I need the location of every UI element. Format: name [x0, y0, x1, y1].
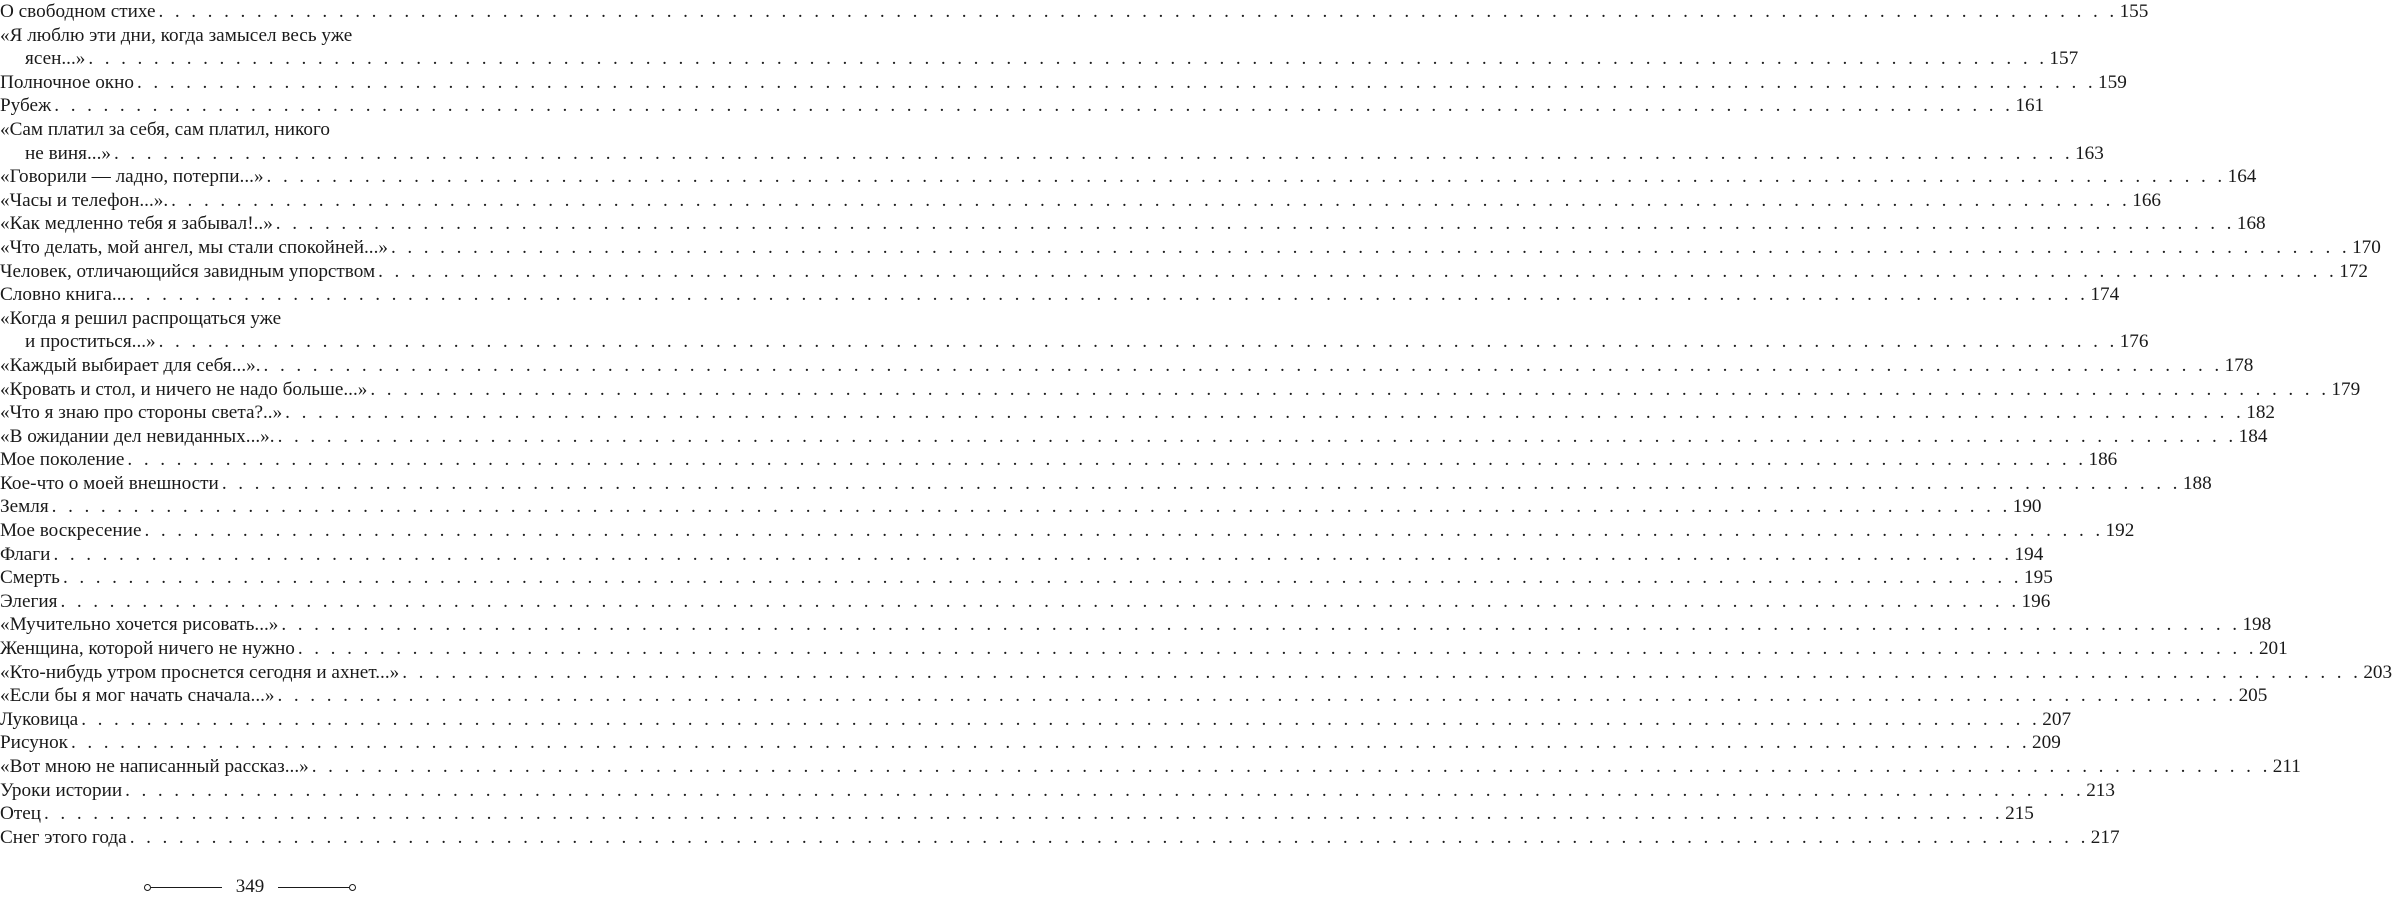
toc-entry-page: 184 — [2238, 425, 2268, 447]
toc-entry-title: Флаги — [0, 543, 53, 567]
toc-entry — [0, 661, 2392, 685]
toc-entry-title: Рисунок — [0, 731, 71, 755]
dot-leader: . . . . . . . . . . . . . . . . . . . . . . . . . . . . . . . . . . . . . . . . . . . . . . . . . . . . . . . . . . . . . . . . . . . . . . . . . . . . . . . . . . . . . . . . . . . . . . . . . . . . . . . . . . . . . . . . . . . . . . . . — [158, 331, 2118, 353]
toc-entry-title: «Каждый выбирает для себя...». — [0, 354, 264, 378]
dot-leader: . . . . . . . . . . . . . . . . . . . . . . . . . . . . . . . . . . . . . . . . . . . . . . . . . . . . . . . . . . . . . . . . . . . . . . . . . . . . . . . . . . . . . . . . . . . . . . . . . . . . . . . . . . . . . . . . . . . . . . . . — [53, 543, 2013, 565]
toc-entry — [0, 708, 2072, 732]
dot-leader: . . . . . . . . . . . . . . . . . . . . . . . . . . . . . . . . . . . . . . . . . . . . . . . . . . . . . . . . . . . . . . . . . . . . . . . . . . . . . . . . . . . . . . . . . . . . . . . . . . . . . . . . . . . . . . . . . . . . . . . . — [54, 95, 2014, 117]
dot-leader: . . . . . . . . . . . . . . . . . . . . . . . . . . . . . . . . . . . . . . . . . . . . . . . . . . . . . . . . . . . . . . . . . . . . . . . . . . . . . . . . . . . . . . . . . . . . . . . . . . . . . . . . . . . . . . . . . . . . . . . . — [378, 260, 2338, 282]
toc-entry-page: 213 — [2086, 779, 2115, 801]
dot-leader: . . . . . . . . . . . . . . . . . . . . . . . . . . . . . . . . . . . . . . . . . . . . . . . . . . . . . . . . . . . . . . . . . . . . . . . . . . . . . . . . . . . . . . . . . . . . . . . . . . . . . . . . . . . . . . . . . . . . . . . . — [277, 425, 2237, 447]
toc-entry-page: 168 — [2236, 213, 2266, 235]
toc-entry-page: 155 — [2119, 1, 2149, 22]
toc-entry-page: 215 — [2005, 803, 2034, 825]
toc-entry-title: Смерть — [0, 566, 63, 590]
toc-entry-title: «Кто-нибудь утром проснется сегодня и ахнет...» — [0, 661, 402, 685]
dot-leader: . . . . . . . . . . . . . . . . . . . . . . . . . . . . . . . . . . . . . . . . . . . . . . . . . . . . . . . . . . . . . . . . . . . . . . . . . . . . . . . . . . . . . . . . . . . . . . . . . . . . . . . . . . . . . . . . . . . . . . . . — [158, 1, 2118, 22]
dot-leader: . . . . . . . . . . . . . . . . . . . . . . . . . . . . . . . . . . . . . . . . . . . . . . . . . . . . . . . . . . . . . . . . . . . . . . . . . . . . . . . . . . . . . . . . . . . . . . . . . . . . . . . . . . . . . . . . . . . . . . . . — [136, 71, 2097, 93]
toc-entry-title: Кое-что о моей внешности — [0, 472, 222, 496]
toc-entry — [0, 495, 2042, 519]
toc-entry — [0, 425, 2268, 449]
toc-entry-title: Земля — [0, 495, 52, 519]
toc-entry-page: 170 — [2352, 236, 2381, 258]
toc-entry-page: 166 — [2132, 189, 2161, 211]
dot-leader: . . . . . . . . . . . . . . . . . . . . . . . . . . . . . . . . . . . . . . . . . . . . . . . . . . . . . . . . . . . . . . . . . . . . . . . . . . . . . . . . . . . . . . . . . . . . . . . . . . . . . . . . . . . . . . . . . . . . . . . . — [221, 472, 2181, 494]
dot-leader: . . . . . . . . . . . . . . . . . . . . . . . . . . . . . . . . . . . . . . . . . . . . . . . . . . . . . . . . . . . . . . . . . . . . . . . . . . . . . . . . . . . . . . . . . . . . . . . . . . . . . . . . . . . . . . . . . . . . . . . . — [44, 803, 2004, 825]
toc-entry — [0, 613, 2272, 637]
toc-entry-page: 209 — [2032, 732, 2061, 754]
toc-entry-page: 163 — [2075, 142, 2104, 164]
toc-entry — [0, 779, 2115, 803]
toc-entry-page: 164 — [2227, 166, 2257, 188]
toc-entry — [0, 283, 2120, 307]
toc-entry — [0, 307, 2149, 354]
toc-entry-page: 172 — [2339, 260, 2368, 282]
toc-entry-page: 188 — [2182, 472, 2212, 494]
dot-leader: . . . . . . . . . . . . . . . . . . . . . . . . . . . . . . . . . . . . . . . . . . . . . . . . . . . . . . . . . . . . . . . . . . . . . . . . . . . . . . . . . . . . . . . . . . . . . . . . . . . . . . . . . . . . . . . . . . . . . . . . — [275, 213, 2235, 235]
toc-entry — [0, 189, 2161, 213]
toc-entry — [0, 236, 2381, 260]
toc-entry-page: 176 — [2119, 331, 2149, 353]
toc-entry-title: «Как медленно тебя я забывал!..» — [0, 212, 276, 236]
dot-leader: . . . . . . . . . . . . . . . . . . . . . . . . . . . . . . . . . . . . . . . . . . . . . . . . . . . . . . . . . . . . . . . . . . . . . . . . . . . . . . . . . . . . . . . . . . . . . . . . . . . . . . . . . . . . . . . . . . . . . . . . — [51, 496, 2011, 518]
toc-entry — [0, 71, 2127, 95]
toc-entry-title: Мое поколение — [0, 448, 127, 472]
toc-entry — [0, 802, 2034, 826]
right-ornament — [278, 884, 356, 891]
toc-entry-page: 190 — [2012, 496, 2042, 518]
toc-entry — [0, 165, 2257, 189]
toc-entry — [0, 260, 2368, 284]
dot-leader: . . . . . . . . . . . . . . . . . . . . . . . . . . . . . . . . . . . . . . . . . . . . . . . . . . . . . . . . . . . . . . . . . . . . . . . . . . . . . . . . . . . . . . . . . . . . . . . . . . . . . . . . . . . . . . . . . . . . . . . . — [62, 567, 2022, 589]
toc-entry-page: 217 — [2090, 826, 2120, 848]
toc-entry-title: и проститься...» — [25, 330, 159, 354]
toc-entry — [0, 519, 2135, 543]
dot-leader: . . . . . . . . . . . . . . . . . . . . . . . . . . . . . . . . . . . . . . . . . . . . . . . . . . . . . . . . . . . . . . . . . . . . . . . . . . . . . . . . . . . . . . . . . . . . . . . . . . . . . . . . . . . . . . . . . . . . . . . . — [144, 520, 2104, 542]
toc-entry — [0, 637, 2288, 661]
dot-leader: . . . . . . . . . . . . . . . . . . . . . . . . . . . . . . . . . . . . . . . . . . . . . . . . . . . . . . . . . . . . . . . . . . . . . . . . . . . . . . . . . . . . . . . . . . . . . . . . . . . . . . . . . . . . . . . . . . . . . . . . — [81, 708, 2041, 730]
toc-entry-page: 182 — [2246, 402, 2276, 424]
toc-entry-title: О свободном стихе — [0, 0, 159, 24]
toc-entry — [0, 354, 2254, 378]
dot-leader: . . . . . . . . . . . . . . . . . . . . . . . . . . . . . . . . . . . . . . . . . . . . . . . . . . . . . . . . . . . . . . . . . . . . . . . . . . . . . . . . . . . . . . . . . . . . . . . . . . . . . . . . . . . . . . . . . . . . . . . . — [370, 378, 2330, 400]
toc-entry-page: 157 — [2049, 48, 2079, 70]
toc-entry-title: «Часы и телефон...». — [0, 189, 171, 213]
page-footer — [0, 872, 500, 902]
toc-entry-title: «Что делать, мой ангел, мы стали спокойней...» — [0, 236, 391, 260]
toc-entry-page: 174 — [2090, 284, 2120, 306]
toc-entry-title: Мое воскресение — [0, 519, 144, 543]
toc-entry-title: «Мучительно хочется рисовать...» — [0, 613, 281, 637]
toc-entry-title: ясен...» — [25, 47, 88, 71]
dot-leader: . . . . . . . . . . . . . . . . . . . . . . . . . . . . . . . . . . . . . . . . . . . . . . . . . . . . . . . . . . . . . . . . . . . . . . . . . . . . . . . . . . . . . . . . . . . . . . . . . . . . . . . . . . . . . . . . . . . . . . . . — [127, 449, 2087, 471]
toc-entry-title: «Говорили — ладно, потерпи...» — [0, 165, 267, 189]
dot-leader: . . . . . . . . . . . . . . . . . . . . . . . . . . . . . . . . . . . . . . . . . . . . . . . . . . . . . . . . . . . . . . . . . . . . . . . . . . . . . . . . . . . . . . . . . . . . . . . . . . . . . . . . . . . . . . . . . . . . . . . . — [129, 284, 2089, 306]
toc-entry-title: Словно книга... — [0, 283, 129, 307]
toc-entry-title-line: «Когда я решил распрощаться уже — [0, 307, 282, 329]
toc-entry-page: 161 — [2015, 95, 2045, 117]
toc-entry — [0, 755, 2301, 779]
toc-entry-page: 178 — [2224, 354, 2254, 376]
toc-entry — [0, 401, 2276, 425]
toc-entry-page: 195 — [2024, 567, 2053, 589]
dot-leader: . . . . . . . . . . . . . . . . . . . . . . . . . . . . . . . . . . . . . . . . . . . . . . . . . . . . . . . . . . . . . . . . . . . . . . . . . . . . . . . . . . . . . . . . . . . . . . . . . . . . . . . . . . . . . . . . . . . . . . . . — [70, 732, 2031, 754]
toc-entry-title: Луковица — [0, 708, 81, 732]
toc-entry-title: Уроки истории — [0, 779, 125, 803]
toc-entry-title-line: «Сам платил за себя, сам платил, никого — [0, 118, 330, 140]
toc-entry-title: «В ожидании дел невиданных...». — [0, 425, 278, 449]
page-number: 349 — [235, 876, 265, 897]
toc-entry — [0, 543, 2044, 567]
dot-leader: . . . . . . . . . . . . . . . . . . . . . . . . . . . . . . . . . . . . . . . . . . . . . . . . . . . . . . . . . . . . . . . . . . . . . . . . . . . . . . . . . . . . . . . . . . . . . . . . . . . . . . . . . . . . . . . . . . . . . . . . — [114, 142, 2074, 164]
toc-entry-page: 179 — [2331, 378, 2361, 400]
toc-entry — [0, 731, 2061, 755]
dot-leader: . . . . . . . . . . . . . . . . . . . . . . . . . . . . . . . . . . . . . . . . . . . . . . . . . . . . . . . . . . . . . . . . . . . . . . . . . . . . . . . . . . . . . . . . . . . . . . . . . . . . . . . . . . . . . . . . . . . . . . . . — [171, 189, 2131, 211]
toc-entry-page: 205 — [2238, 685, 2268, 707]
toc-entry-page: 192 — [2105, 520, 2135, 542]
dot-leader: . . . . . . . . . . . . . . . . . . . . . . . . . . . . . . . . . . . . . . . . . . . . . . . . . . . . . . . . . . . . . . . . . . . . . . . . . . . . . . . . . . . . . . . . . . . . . . . . . . . . . . . . . . . . . . . . . . . . . . . . — [391, 236, 2351, 258]
dot-leader: . . . . . . . . . . . . . . . . . . . . . . . . . . . . . . . . . . . . . . . . . . . . . . . . . . . . . . . . . . . . . . . . . . . . . . . . . . . . . . . . . . . . . . . . . . . . . . . . . . . . . . . . . . . . . . . . . . . . . . . . — [402, 661, 2362, 683]
toc-entry-title-line: «Я люблю эти дни, когда замысел весь уже — [0, 24, 353, 46]
toc-entry-title: Отец — [0, 802, 44, 826]
toc-entry-title: «Что я знаю про стороны света?..» — [0, 401, 285, 425]
dot-leader: . . . . . . . . . . . . . . . . . . . . . . . . . . . . . . . . . . . . . . . . . . . . . . . . . . . . . . . . . . . . . . . . . . . . . . . . . . . . . . . . . . . . . . . . . . . . . . . . . . . . . . . . . . . . . . . . . . . . . . . . — [129, 826, 2089, 848]
toc-entry-page: 159 — [2098, 71, 2127, 93]
dot-leader: . . . . . . . . . . . . . . . . . . . . . . . . . . . . . . . . . . . . . . . . . . . . . . . . . . . . . . . . . . . . . . . . . . . . . . . . . . . . . . . . . . . . . . . . . . . . . . . . . . . . . . . . . . . . . . . . . . . . . . . . — [297, 638, 2257, 660]
toc-entry — [0, 826, 2120, 850]
toc-entry-page: 194 — [2014, 543, 2044, 565]
toc-entry-title: Рубеж — [0, 94, 54, 118]
dot-leader: . . . . . . . . . . . . . . . . . . . . . . . . . . . . . . . . . . . . . . . . . . . . . . . . . . . . . . . . . . . . . . . . . . . . . . . . . . . . . . . . . . . . . . . . . . . . . . . . . . . . . . . . . . . . . . . . . . . . . . . . — [125, 779, 2085, 801]
toc-entry-page: 203 — [2363, 661, 2392, 683]
dot-leader: . . . . . . . . . . . . . . . . . . . . . . . . . . . . . . . . . . . . . . . . . . . . . . . . . . . . . . . . . . . . . . . . . . . . . . . . . . . . . . . . . . . . . . . . . . . . . . . . . . . . . . . . . . . . . . . . . . . . . . . . — [266, 166, 2226, 188]
toc-entry-title: Человек, отличающийся завидным упорством — [0, 260, 378, 284]
toc-entry — [0, 378, 2361, 402]
dot-leader: . . . . . . . . . . . . . . . . . . . . . . . . . . . . . . . . . . . . . . . . . . . . . . . . . . . . . . . . . . . . . . . . . . . . . . . . . . . . . . . . . . . . . . . . . . . . . . . . . . . . . . . . . . . . . . . . . . . . . . . . — [263, 354, 2223, 376]
dot-leader: . . . . . . . . . . . . . . . . . . . . . . . . . . . . . . . . . . . . . . . . . . . . . . . . . . . . . . . . . . . . . . . . . . . . . . . . . . . . . . . . . . . . . . . . . . . . . . . . . . . . . . . . . . . . . . . . . . . . . . . . — [281, 614, 2241, 636]
toc-entry — [0, 0, 2149, 24]
toc-entry — [0, 472, 2212, 496]
toc-entry-title: Женщина, которой ничего не нужно — [0, 637, 298, 661]
toc-entry — [0, 684, 2268, 708]
toc-entry-page: 207 — [2042, 708, 2072, 730]
toc-entry — [0, 24, 2079, 71]
toc-entry-title: «Вот мною не написанный рассказ...» — [0, 755, 312, 779]
toc-entry-title: не виня...» — [25, 142, 114, 166]
toc-entry-title: Полночное окно — [0, 71, 137, 95]
dot-leader: . . . . . . . . . . . . . . . . . . . . . . . . . . . . . . . . . . . . . . . . . . . . . . . . . . . . . . . . . . . . . . . . . . . . . . . . . . . . . . . . . . . . . . . . . . . . . . . . . . . . . . . . . . . . . . . . . . . . . . . . — [311, 756, 2271, 777]
toc-entry — [0, 212, 2266, 236]
toc-entry-page: 196 — [2021, 590, 2051, 612]
toc-entry — [0, 566, 2053, 590]
dot-leader: . . . . . . . . . . . . . . . . . . . . . . . . . . . . . . . . . . . . . . . . . . . . . . . . . . . . . . . . . . . . . . . . . . . . . . . . . . . . . . . . . . . . . . . . . . . . . . . . . . . . . . . . . . . . . . . . . . . . . . . . — [277, 685, 2237, 707]
toc-entry-title: «Кровать и стол, и ничего не надо больше...» — [0, 378, 370, 402]
dot-leader: . . . . . . . . . . . . . . . . . . . . . . . . . . . . . . . . . . . . . . . . . . . . . . . . . . . . . . . . . . . . . . . . . . . . . . . . . . . . . . . . . . . . . . . . . . . . . . . . . . . . . . . . . . . . . . . . . . . . . . . . — [60, 590, 2020, 612]
toc-entry-page: 186 — [2088, 449, 2118, 471]
toc-entry-title: Снег этого года — [0, 826, 130, 850]
left-ornament — [144, 884, 222, 891]
toc-entry-page: 211 — [2272, 756, 2301, 777]
toc-entry — [0, 448, 2118, 472]
toc-entry-title: Элегия — [0, 590, 60, 614]
toc-entry — [0, 94, 2045, 118]
toc-entry-page: 201 — [2258, 638, 2288, 660]
dot-leader: . . . . . . . . . . . . . . . . . . . . . . . . . . . . . . . . . . . . . . . . . . . . . . . . . . . . . . . . . . . . . . . . . . . . . . . . . . . . . . . . . . . . . . . . . . . . . . . . . . . . . . . . . . . . . . . . . . . . . . . . — [285, 402, 2245, 424]
toc-entry-page: 198 — [2242, 614, 2272, 636]
toc-entry-title: «Если бы я мог начать сначала...» — [0, 684, 278, 708]
toc-entry — [0, 590, 2051, 614]
dot-leader: . . . . . . . . . . . . . . . . . . . . . . . . . . . . . . . . . . . . . . . . . . . . . . . . . . . . . . . . . . . . . . . . . . . . . . . . . . . . . . . . . . . . . . . . . . . . . . . . . . . . . . . . . . . . . . . . . . . . . . . . — [88, 48, 2048, 70]
toc-entry — [0, 118, 2104, 165]
